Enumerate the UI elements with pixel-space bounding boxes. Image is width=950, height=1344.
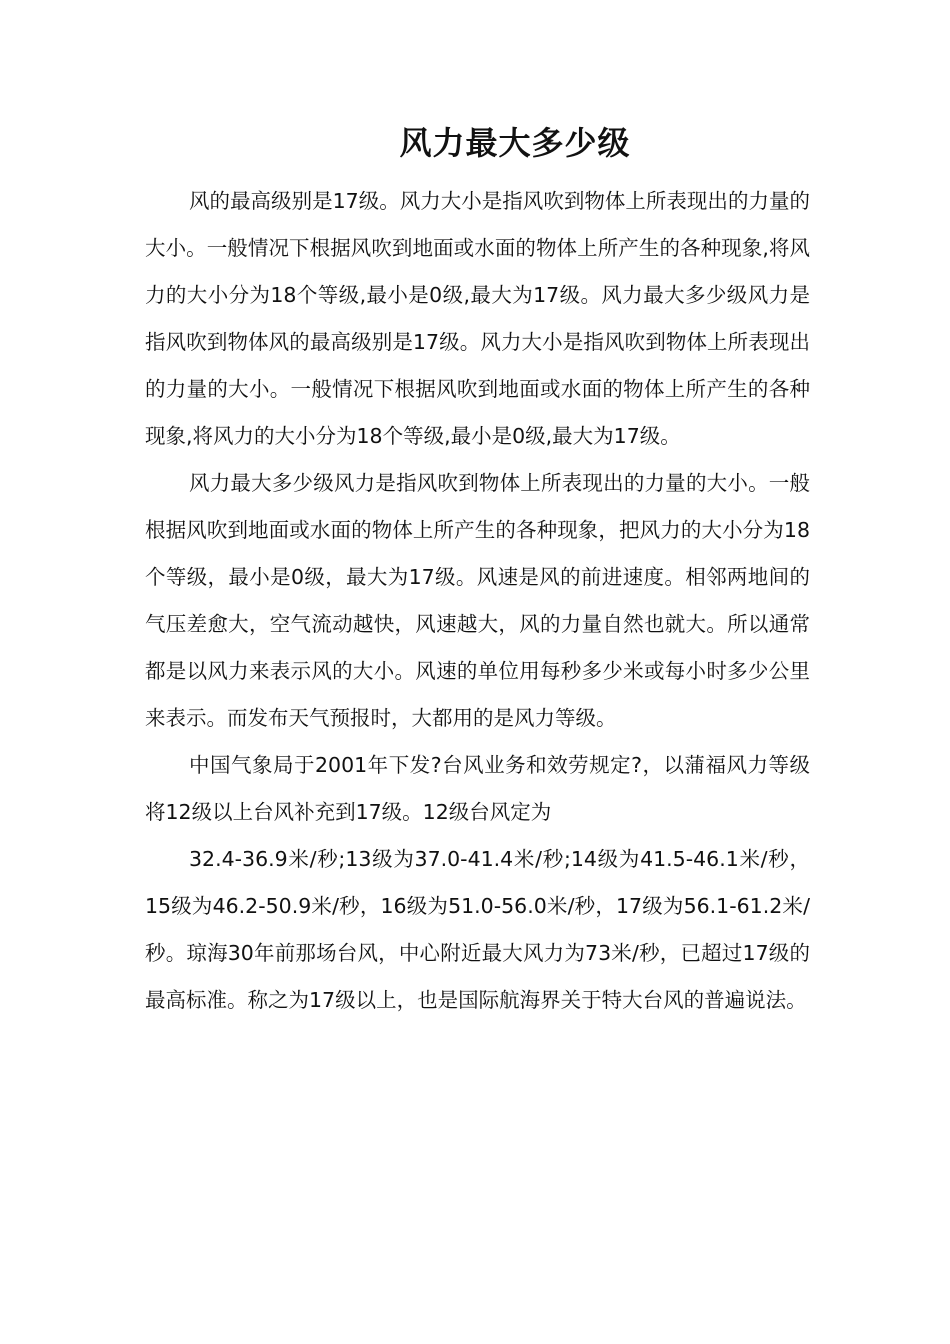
paragraph-4: 32.4-36.9米/秒;13级为37.0-41.4米/秒;14级为41.5-46.1米/秒，15级为46.2-50.9米/秒，16级为51.0-56.0米/秒，17级为56.1-61.2米/秒。琼海30年前那场台风，中心附近最大风力为73米/秒，已超过17级的最高标准。称之为17级以上，也是国际航海界关于特大台风的普遍说法。 bbox=[145, 847, 810, 1012]
paragraph-1: 风的最高级别是17级。风力大小是指风吹到物体上所表现出的力量的大小。一般情况下根据风吹到地面或水面的物体上所产生的各种现象,将风力的大小分为18个等级,最小是0级,最大为17级。风力最大多少级风力是指风吹到物体风的最高级别是17级。风力大小是指风吹到物体上所表现出的力量的大小。一般情况下根据风吹到地面或水面的物体上所产生的各种现象,将风力的大小分为18个等级,最小是0级,最大为17级。 bbox=[145, 189, 810, 448]
paragraph-3: 中国气象局于2001年下发?台风业务和效劳规定?，以蒲福风力等级将12级以上台风补充到17级。12级台风定为 bbox=[145, 753, 810, 824]
document-title: 风力最大多少级 bbox=[399, 124, 631, 162]
paragraph-2: 风力最大多少级风力是指风吹到物体上所表现出的力量的大小。一般根据风吹到地面或水面的物体上所产生的各种现象，把风力的大小分为18个等级，最小是0级，最大为17级。风速是风的前进速度。相邻两地间的气压差愈大，空气流动越快，风速越大，风的力量自然也就大。所以通常都是以风力来表示风的大小。风速的单位用每秒多少米或每小时多少公里来表示。而发布天气预报时，大都用的是风力等级。 bbox=[145, 471, 810, 730]
document-body bbox=[145, 178, 810, 1024]
